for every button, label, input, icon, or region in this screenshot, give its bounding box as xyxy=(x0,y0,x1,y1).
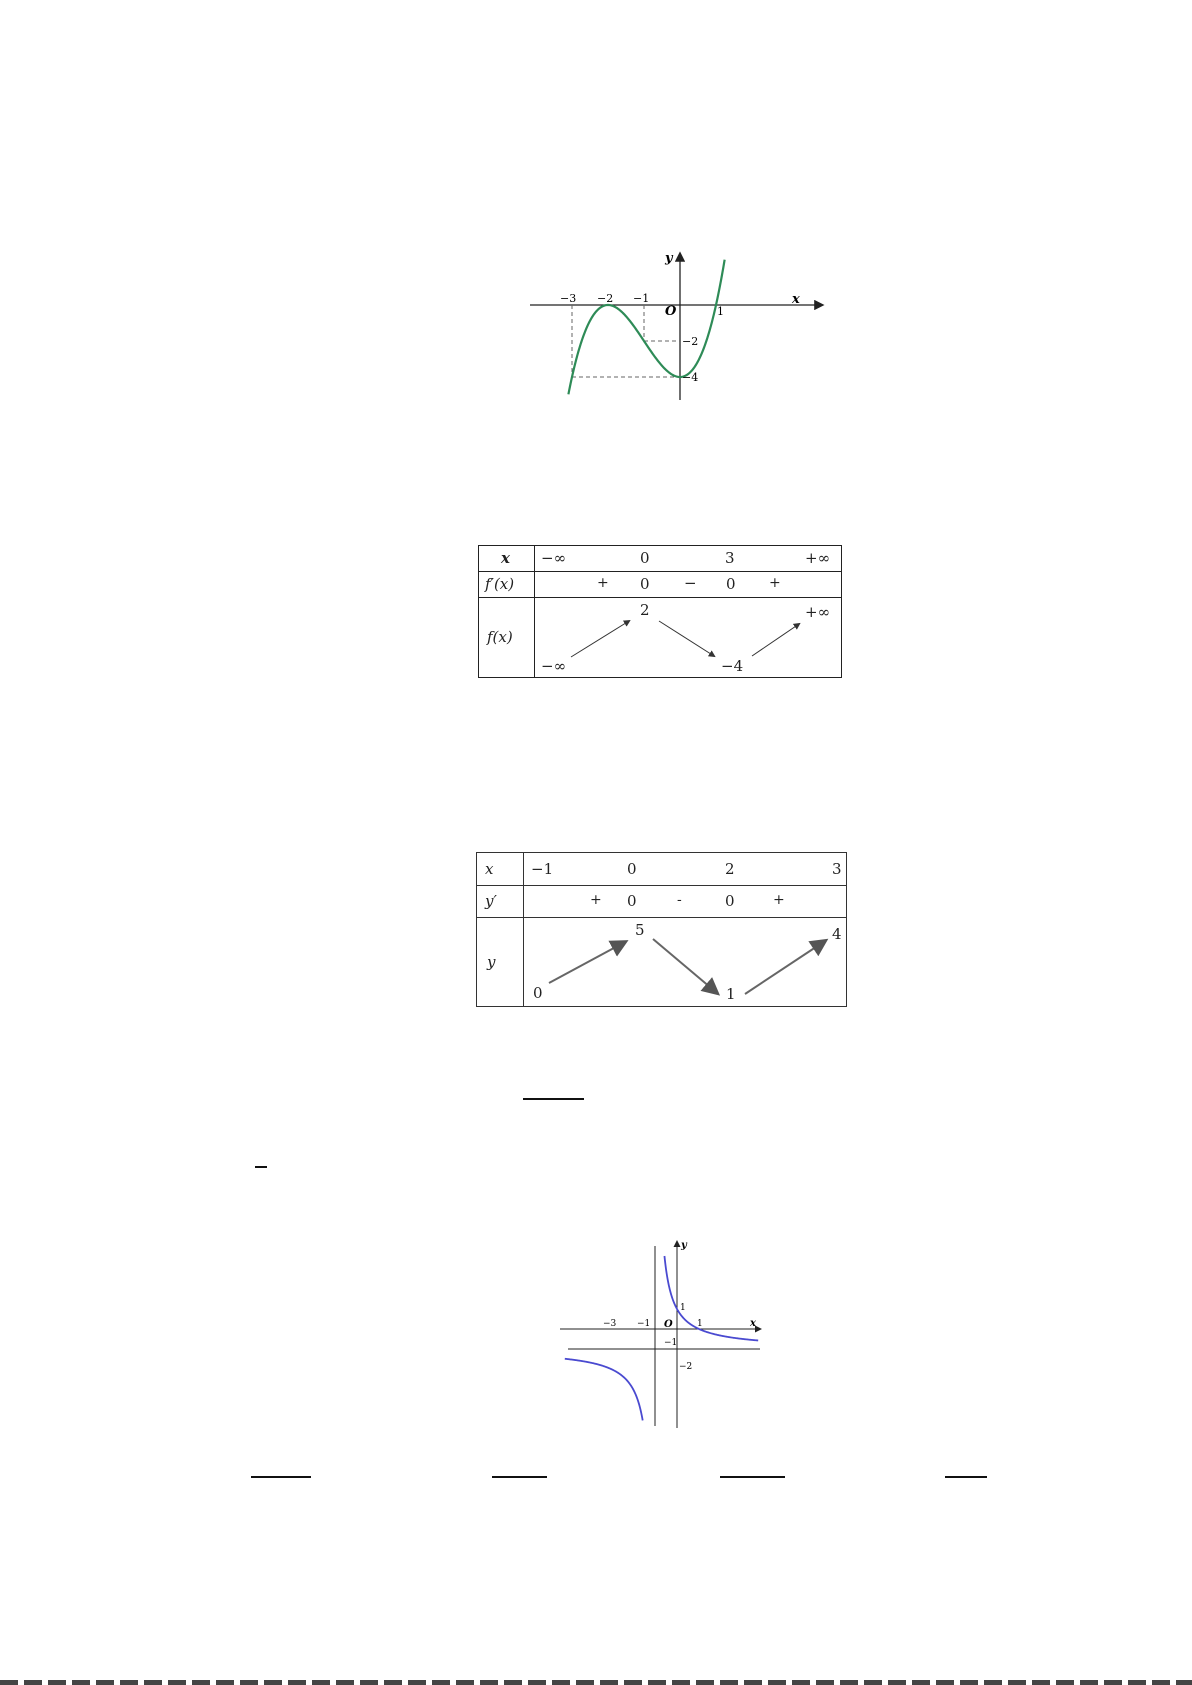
row-label-y: y xyxy=(487,953,496,971)
sign-value: − xyxy=(684,574,697,592)
y-tick-label: 1 xyxy=(680,1303,686,1313)
x-tick-label: 1 xyxy=(697,1319,703,1329)
sign-value: + xyxy=(590,892,602,908)
y-tick-label: −1 xyxy=(664,1338,678,1348)
x-tick-label: 1 xyxy=(717,305,724,318)
y-value-end: 4 xyxy=(832,925,842,943)
x-value: 3 xyxy=(725,549,735,567)
origin-label: O xyxy=(665,304,677,319)
y-tick-label: −2 xyxy=(682,335,699,348)
sign-value: + xyxy=(773,892,785,908)
x-tick-label: −2 xyxy=(597,292,614,305)
x-value: 3 xyxy=(832,860,842,878)
axis-label-x: x xyxy=(750,1318,756,1329)
row-label-x: x xyxy=(501,549,510,567)
x-value: −∞ xyxy=(541,549,567,567)
hyperbola-branch-right xyxy=(664,1256,758,1340)
row-label-x: x xyxy=(485,860,494,878)
f-value-min: −4 xyxy=(721,657,744,675)
x-value: 0 xyxy=(640,549,650,567)
variation-arrows xyxy=(479,546,841,677)
x-value: 0 xyxy=(627,860,637,878)
axis-label-y: y xyxy=(665,251,673,266)
x-value: 2 xyxy=(725,860,735,878)
sign-value: 0 xyxy=(725,892,735,910)
x-tick-label: −1 xyxy=(637,1319,651,1329)
axis-label-y: y xyxy=(681,1240,687,1251)
cubic-curve xyxy=(568,260,724,395)
f-value-max: 2 xyxy=(640,601,650,619)
sign-value: + xyxy=(769,575,781,591)
sign-value: 0 xyxy=(627,892,637,910)
y-value-min: 1 xyxy=(726,985,736,1003)
row-label-f: f(x) xyxy=(487,628,513,646)
y-tick-label: −2 xyxy=(679,1362,693,1372)
y-tick-label: −4 xyxy=(682,371,699,384)
page-footer-rule xyxy=(0,1680,1192,1685)
x-tick-label: −3 xyxy=(560,292,577,305)
row-label-fprime: f′(x) xyxy=(485,575,515,593)
f-value-end: +∞ xyxy=(805,603,831,621)
sign-value: + xyxy=(597,575,609,591)
hyperbola-branch-left xyxy=(565,1359,643,1421)
sign-value: - xyxy=(677,892,682,908)
x-tick-label: −1 xyxy=(633,292,650,305)
cubic-graph xyxy=(530,250,830,400)
axis-label-x: x xyxy=(792,292,800,307)
row-label-yprime: y′ xyxy=(485,892,497,910)
y-value-start: 0 xyxy=(533,984,543,1002)
variation-table-2 xyxy=(476,852,847,1007)
x-value: −1 xyxy=(531,860,554,878)
f-value-start: −∞ xyxy=(541,657,567,675)
sign-value: 0 xyxy=(640,575,650,593)
y-value-max: 5 xyxy=(635,921,645,939)
variation-table-1 xyxy=(478,545,842,678)
x-value: +∞ xyxy=(805,549,831,567)
origin-label: O xyxy=(664,1319,673,1330)
x-tick-label: −3 xyxy=(603,1319,617,1329)
variation-arrows xyxy=(477,853,846,1006)
sign-value: 0 xyxy=(726,575,736,593)
hyperbola-graph xyxy=(560,1238,765,1428)
